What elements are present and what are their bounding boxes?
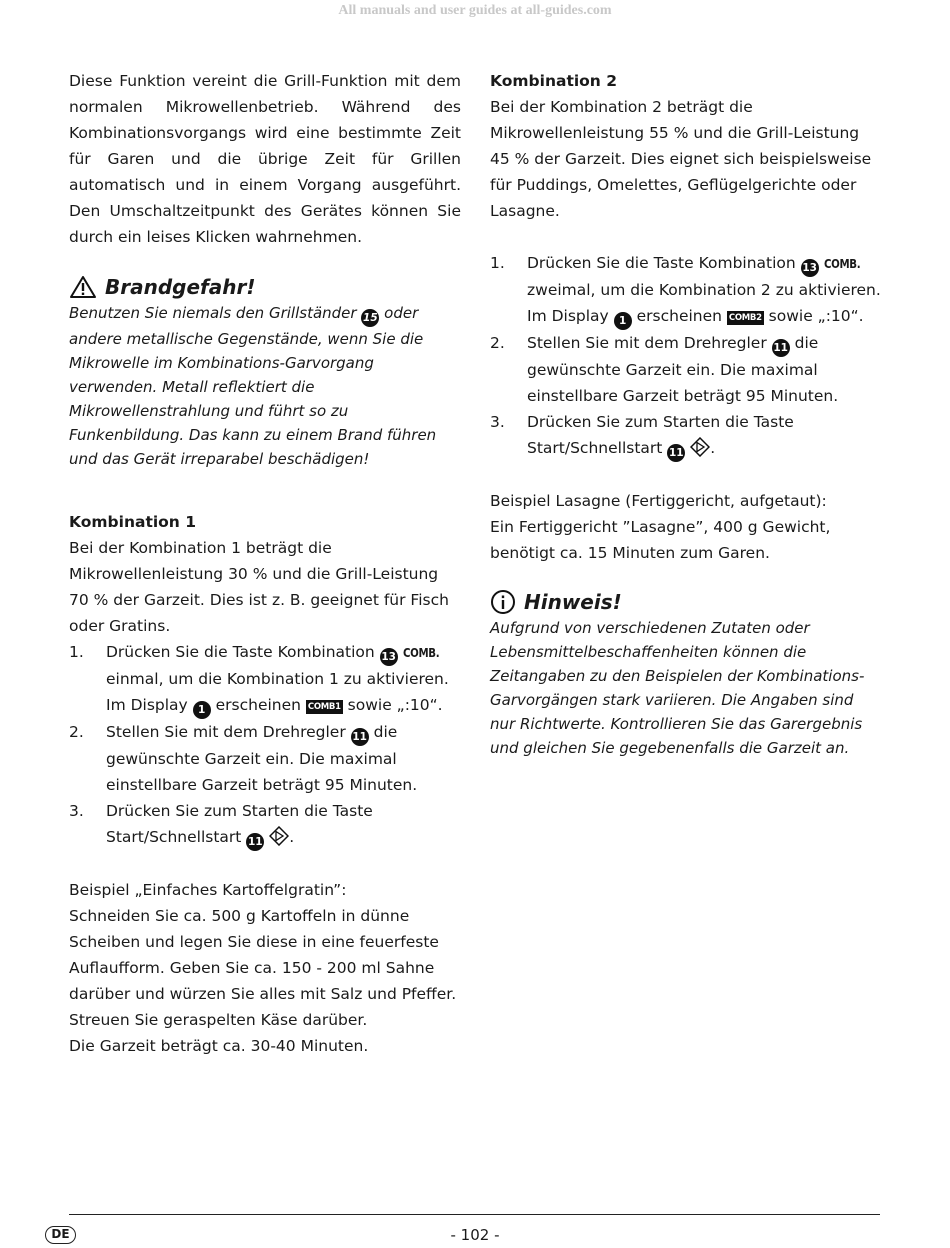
example-body: Schneiden Sie ca. 500 g Kartoffeln in dünne Scheiben und legen Sie diese in eine feuerfeste Auflaufform. Geben Sie ca. 150 - 200 ml Sahne darüber und würzen Sie alles mit Salz und Pfeffer. Streuen Sie geraspelten Käse darüber. <box>69 907 457 1029</box>
step-text: Drücken Sie zum Starten die Taste Start/Schnellstart <box>106 802 373 846</box>
example-body: Ein Fertiggericht ”Lasagne”, 400 g Gewicht, benötigt ca. 15 Minuten zum Garen. <box>490 518 831 562</box>
step-item <box>69 798 461 851</box>
page-number: - 102 - <box>450 1226 500 1244</box>
ref-comb-button: 13 <box>801 259 819 277</box>
warning-triangle-icon <box>69 275 97 299</box>
step-number: 1. <box>69 643 84 661</box>
step-text: . <box>710 439 716 457</box>
warning-heading <box>69 273 461 301</box>
step-text: Stellen Sie mit dem Drehregler <box>527 334 767 352</box>
step-item <box>490 250 882 330</box>
note-text: Aufgrund von verschiedenen Zutaten oder Lebensmittelbeschaffenheiten können die Zeitangaben zu den Beispielen der Kombinations-Garvorgängen stark variieren. Die Angaben sind nur Richtwerte. Kontrollieren Sie das Garergebnis und gleichen Sie gegebenenfalls die Garzeit an. <box>490 619 865 757</box>
warning-title: Brandgefahr! <box>105 275 256 299</box>
step-text: zweimal, um die Kombination 2 zu aktivieren. Im Display <box>527 281 881 325</box>
step-text: sowie „:10“. <box>768 307 864 325</box>
step-number: 2. <box>69 723 84 741</box>
comb1-display-badge: COMB1 <box>307 702 341 712</box>
info-icon <box>490 589 516 615</box>
step-number: 2. <box>490 334 505 352</box>
comb-key-label: COMB. <box>823 257 860 271</box>
example-time: Die Garzeit beträgt ca. 30-40 Minuten. <box>69 1037 369 1055</box>
left-column <box>69 68 461 1059</box>
step-text: erscheinen <box>215 696 301 714</box>
step-text: . <box>289 828 295 846</box>
language-badge: DE <box>45 1226 76 1244</box>
section-heading-comb1: Kombination 1 <box>69 513 197 531</box>
example-title: Beispiel „Einfaches Kartoffelgratin”: <box>69 881 347 899</box>
section-heading-comb2: Kombination 2 <box>490 72 618 90</box>
step-text: Drücken Sie die Taste Kombination <box>527 254 796 272</box>
ref-display: 1 <box>614 312 632 330</box>
ref-grill-stand: 15 <box>361 309 379 327</box>
watermark: All manuals and user guides at all-guides.com <box>338 3 612 18</box>
step-text: Drücken Sie die Taste Kombination <box>106 643 375 661</box>
footer-divider <box>69 1214 880 1215</box>
ref-comb-button: 13 <box>380 648 398 666</box>
ref-start-button: 11 <box>246 833 264 851</box>
ref-dial: 11 <box>351 728 369 746</box>
step-text: die gewünschte Garzeit ein. Die maximal einstellbare Garzeit beträgt 95 Minuten. <box>106 723 418 794</box>
intro-paragraph: Diese Funktion vereint die Grill-Funktion mit dem normalen Mikrowellenbetrieb. Während des Kombinationsvorgangs wird eine bestimmte Zeit für Garen und die übrige Zeit für Grillen automatisch und in einem Vorgang ausgeführt. Den Umschaltzeitpunkt des Gerätes können Sie durch ein leises Klicken wahrnehmen. <box>69 72 461 246</box>
step-item <box>490 330 882 409</box>
step-text: einmal, um die Kombination 1 zu aktivieren. Im Display <box>106 670 449 714</box>
comb2-display-badge: COMB2 <box>728 313 762 323</box>
step-item <box>490 409 882 462</box>
start-diamond-icon <box>690 437 710 457</box>
step-text: Drücken Sie zum Starten die Taste Start/Schnellstart <box>527 413 794 457</box>
comb2-description: Bei der Kombination 2 beträgt die Mikrowellenleistung 55 % und die Grill-Leistung 45 % der Garzeit. Dies eignet sich beispielsweise für Puddings, Omelettes, Geflügelgerichte oder Lasagne. <box>490 98 872 220</box>
step-number: 3. <box>69 802 84 820</box>
warning-text <box>69 301 461 471</box>
comb2-steps <box>490 250 882 462</box>
warning-text-part: Benutzen Sie niemals den Grillständer <box>69 304 357 322</box>
comb-key-label: COMB. <box>402 646 439 660</box>
comb1-description: Bei der Kombination 1 beträgt die Mikrowellenleistung 30 % und die Grill-Leistung 70 % der Garzeit. Dies ist z. B. geeignet für Fisch oder Gratins. <box>69 539 449 635</box>
right-column <box>490 68 882 760</box>
step-text: die gewünschte Garzeit ein. Die maximal einstellbare Garzeit beträgt 95 Minuten. <box>527 334 839 405</box>
step-text: erscheinen <box>636 307 722 325</box>
ref-dial: 11 <box>772 339 790 357</box>
step-number: 1. <box>490 254 505 272</box>
ref-start-button: 11 <box>667 444 685 462</box>
example-title: Beispiel Lasagne (Fertiggericht, aufgetaut): <box>490 492 827 510</box>
comb1-steps <box>69 639 461 851</box>
step-text: sowie „:10“. <box>347 696 443 714</box>
note-title: Hinweis! <box>524 590 622 614</box>
step-item <box>69 639 461 719</box>
ref-display: 1 <box>193 701 211 719</box>
step-item <box>69 719 461 798</box>
start-diamond-icon <box>269 826 289 846</box>
note-heading <box>490 588 882 616</box>
step-text: Stellen Sie mit dem Drehregler <box>106 723 346 741</box>
warning-text-part: oder andere metallische Gegenstände, wenn Sie die Mikrowelle im Kombinations-Garvorgang verwenden. Metall reflektiert die Mikrowellenstrahlung und führt so zu Funkenbildung. Das kann zu einem Brand führen und das Gerät irreparabel beschädigen! <box>69 304 437 468</box>
step-number: 3. <box>490 413 505 431</box>
